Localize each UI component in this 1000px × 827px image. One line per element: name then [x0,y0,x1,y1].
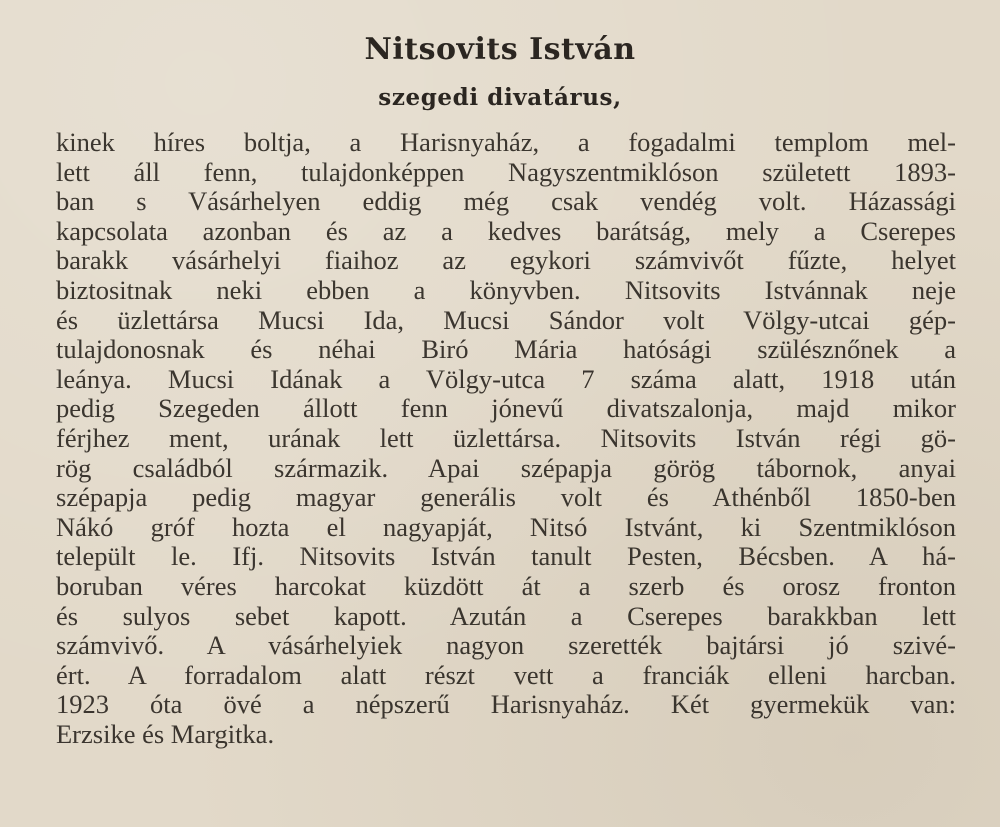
text-line: tulajdonosnak és néhai Biró Mária hatósági szülésznőnek a [56,334,956,365]
text-line: települt le. Ifj. Nitsovits István tanult Pesten, Bécsben. A há- [56,541,956,572]
text-line: szépapja pedig magyar generális volt és Athénből 1850-ben [56,482,956,513]
text-line: 1923 óta övé a népszerű Harisnyaház. Két gyermekük van: [56,689,956,720]
text-line: számvivő. A vásárhelyiek nagyon szerették bajtársi jó szivé- [56,630,956,661]
biography-paragraph [56,128,956,749]
text-line: ban s Vásárhelyen eddig még csak vendég volt. Házassági [56,186,956,217]
text-line: és sulyos sebet kapott. Azután a Cserepes barakkban lett [56,600,956,631]
text-line: boruban véres harcokat küzdött át a szerb és orosz fronton [56,570,956,601]
text-line: biztositnak neki ebben a könyvben. Nitsovits Istvánnak neje [56,274,956,305]
text-line: barakk vásárhelyi fiaihoz az egykori számvivőt fűzte, helyet [56,245,956,276]
text-line: férjhez ment, urának lett üzlettársa. Nitsovits István régi gö- [56,422,956,453]
text-line: rög családból származik. Apai szépapja görög tábornok, anyai [56,452,956,483]
text-line: lett áll fenn, tulajdonképpen Nagyszentmiklóson született 1893- [56,156,956,187]
text-line: kinek híres boltja, a Harisnyaház, a fogadalmi templom mel- [56,127,956,157]
text-line: Erzsike és Margitka. [56,718,275,749]
text-line: és üzlettársa Mucsi Ida, Mucsi Sándor volt Völgy-utcai gép- [56,304,956,335]
page-title: Nitsovits István [364,32,636,67]
page-subtitle: szegedi divatárus, [378,84,622,111]
text-line: pedig Szegeden állott fenn jónevű divatszalonja, majd mikor [56,393,956,424]
text-line: kapcsolata azonban és az a kedves barátság, mely a Cserepes [56,215,956,246]
text-line: ért. A forradalom alatt részt vett a franciák elleni harcban. [56,659,956,690]
text-line: leánya. Mucsi Idának a Völgy-utca 7 száma alatt, 1918 után [56,363,956,394]
text-line: Nákó gróf hozta el nagyapját, Nitsó Istvánt, ki Szentmiklóson [56,511,956,542]
